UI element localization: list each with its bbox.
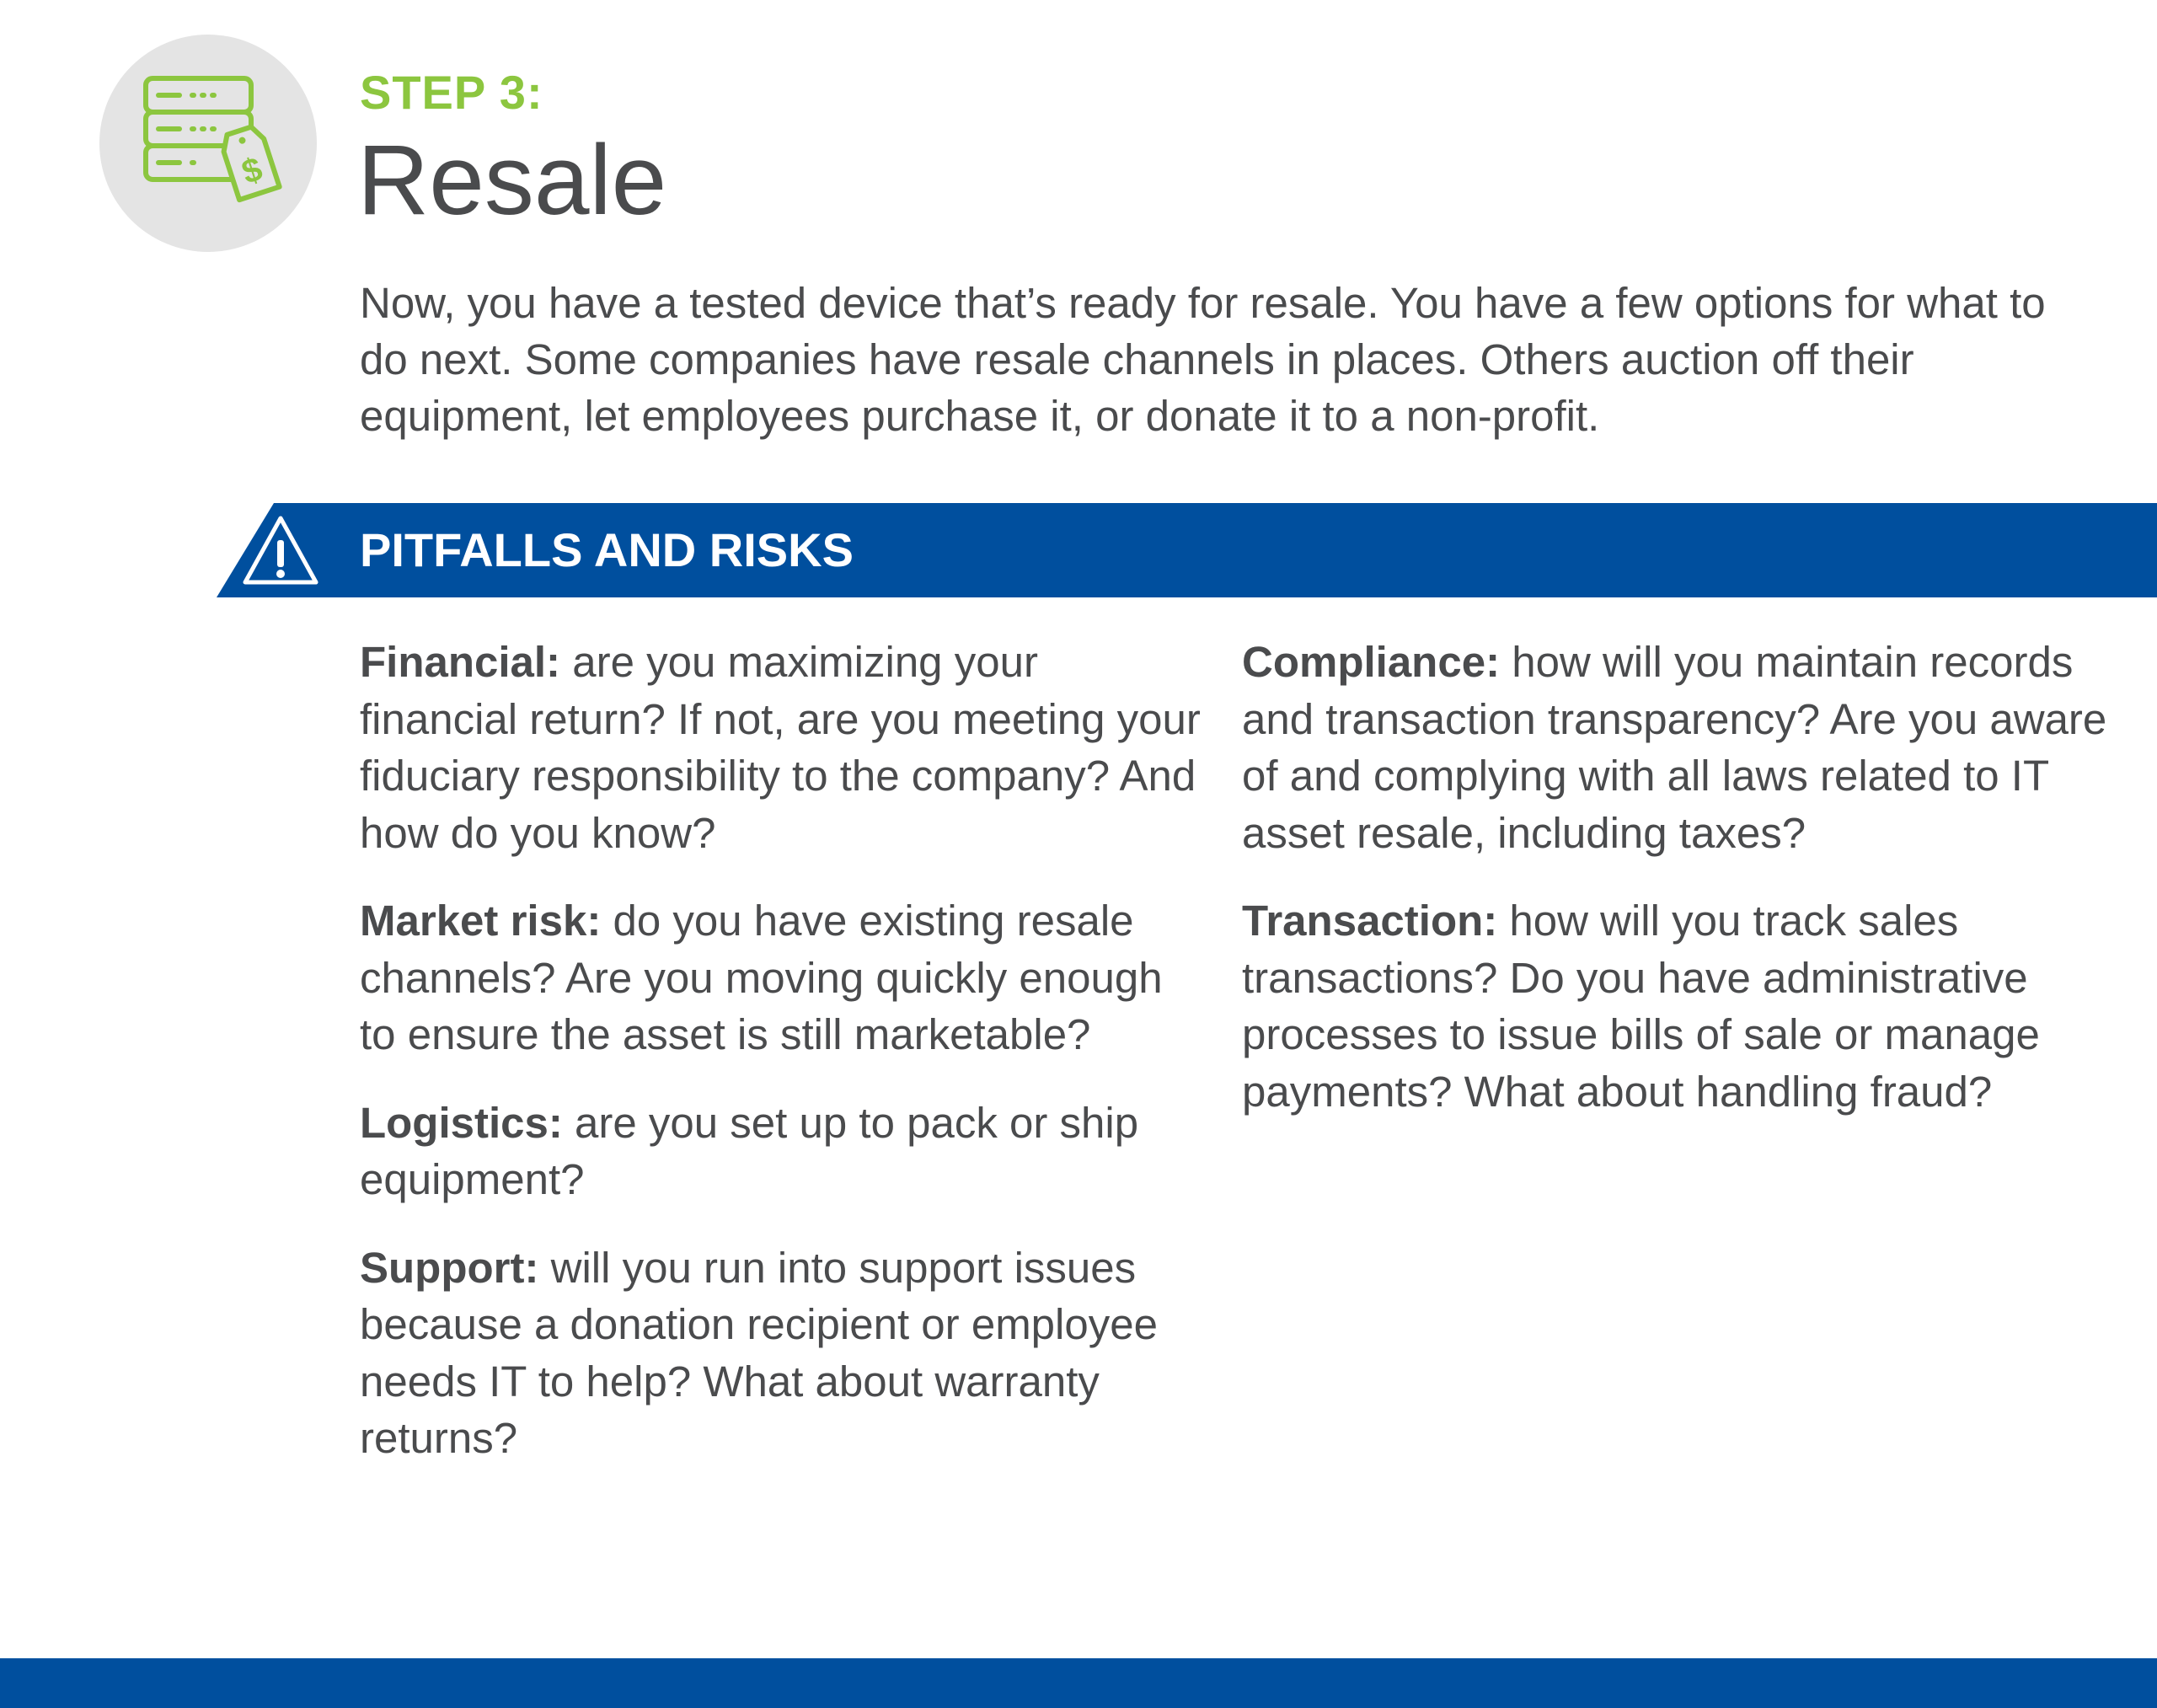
- risk-description: are you set up to pack or ship equipment?: [360, 1098, 1139, 1203]
- intro-paragraph: Now, you have a tested device that’s ready for resale. You have a few options for what to do next. Some companies have resale channels in places. Others auction off their equipment, let employees purchase it, or donate it to a non-profit.: [360, 279, 2046, 440]
- risk-term: Logistics:: [360, 1098, 563, 1147]
- pitfalls-banner: [217, 503, 2157, 597]
- risk-item-support: [360, 1240, 1202, 1467]
- risk-description: how will you maintain records and transaction transparency? Are you aware of and complying with all laws related to IT asset resale, including taxes?: [1242, 638, 2107, 857]
- svg-text:$: $: [237, 150, 267, 192]
- step-icon-badge: [99, 35, 317, 252]
- page-title: Resale: [357, 125, 667, 236]
- risk-item-transaction: [1242, 892, 2118, 1120]
- footer-bar: [0, 1658, 2157, 1708]
- risk-description: how will you track sales transactions? Do you have administrative processes to issue bills of sale or manage payments? What about handling fraud?: [1242, 897, 2040, 1116]
- risk-term: Support:: [360, 1243, 539, 1292]
- banner-title: PITFALLS AND RISKS: [360, 523, 854, 576]
- server-price-tag-icon: [99, 35, 317, 252]
- risk-item-market: [360, 892, 1202, 1063]
- risk-term: Compliance:: [1242, 638, 1501, 686]
- risk-description: are you maximizing your financial return? If not, are you meeting your fiduciary responsibility to the company? And how do you know?: [360, 638, 1201, 857]
- risk-term: Financial:: [360, 638, 561, 686]
- risk-item-financial: [360, 634, 1202, 861]
- risks-left-column: [360, 634, 1202, 1498]
- step-label: STEP 3:: [360, 66, 543, 119]
- risk-description: will you run into support issues because a donation recipient or employee needs IT to help? What about warranty returns?: [360, 1243, 1158, 1462]
- risk-item-compliance: [1242, 634, 2118, 861]
- risk-term: Transaction:: [1242, 897, 1498, 945]
- warning-triangle-icon: [240, 513, 321, 587]
- risk-term: Market risk:: [360, 897, 602, 945]
- risk-item-logistics: [360, 1095, 1202, 1208]
- risk-description: do you have existing resale channels? Are you moving quickly enough to ensure the asset is still marketable?: [360, 897, 1163, 1058]
- risks-right-column: [1242, 634, 2118, 1151]
